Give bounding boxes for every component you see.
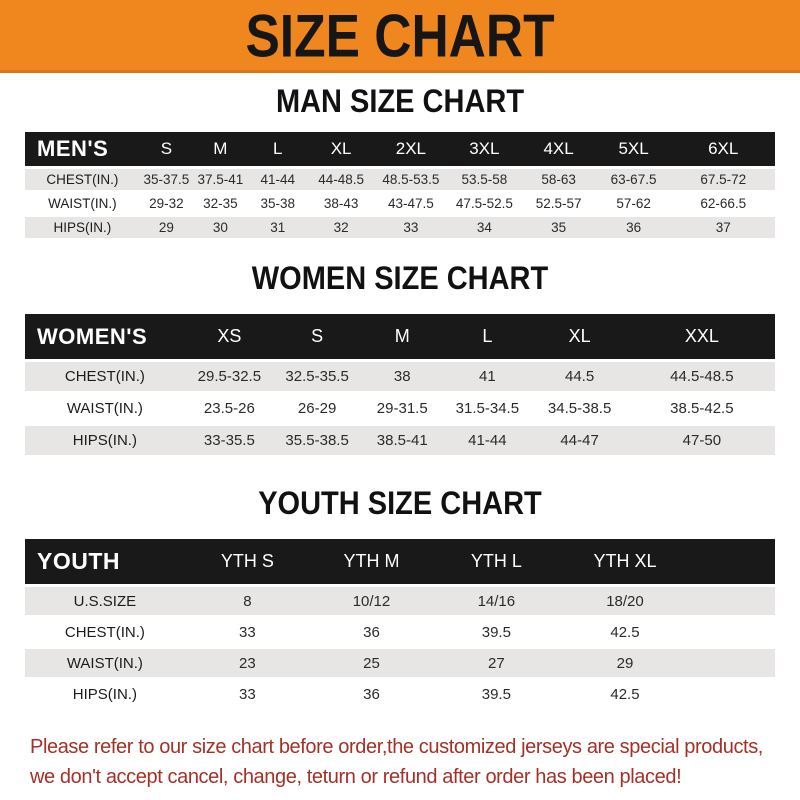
mens-size-table [25,129,775,241]
size-cell: 31.5-34.5 [444,394,530,423]
size-cell: 44.5 [530,362,628,391]
size-cell: 67.5-72 [671,169,775,190]
size-cell: 30 [193,217,248,238]
column-header: YTH S [185,539,310,584]
column-header: XL [530,314,628,359]
youth-table-label: YOUTH [25,539,185,584]
womens-waist-row [25,394,775,423]
size-cell: 29.5-32.5 [185,362,274,391]
size-cell: 48.5-53.5 [374,169,447,190]
size-cell: 23 [185,649,310,677]
size-cell: 34 [447,217,521,238]
size-cell: 36 [310,618,433,646]
size-cell: 14/16 [433,587,560,615]
column-header: S [140,132,193,166]
youth-ussize-row [25,587,775,615]
size-cell: 58-63 [521,169,595,190]
row-label: CHEST(IN.) [25,362,185,391]
size-cell: 52.5-57 [521,193,595,214]
size-cell: 42.5 [560,618,691,646]
column-header: YTH L [433,539,560,584]
cell-filler [690,618,775,646]
size-cell: 39.5 [433,680,560,708]
size-cell: 44.5-48.5 [629,362,775,391]
size-cell: 47-50 [629,426,775,455]
size-cell: 33-35.5 [185,426,274,455]
size-cell: 23.5-26 [185,394,274,423]
column-header: L [248,132,308,166]
row-label: HIPS(IN.) [25,426,185,455]
row-label: CHEST(IN.) [25,618,185,646]
mens-waist-row [25,193,775,214]
size-cell: 41-44 [444,426,530,455]
size-cell: 29 [560,649,691,677]
size-cell: 33 [185,618,310,646]
womens-chest-row [25,362,775,391]
row-label: HIPS(IN.) [25,680,185,708]
size-cell: 63-67.5 [596,169,672,190]
womens-table-label: WOMEN'S [25,314,185,359]
size-cell: 37.5-41 [193,169,248,190]
row-label: U.S.SIZE [25,587,185,615]
row-label: CHEST(IN.) [25,169,140,190]
youth-header-row [25,539,775,584]
column-header: S [274,314,360,359]
size-cell: 38.5-41 [360,426,444,455]
header-filler [690,539,775,584]
size-cell: 29-31.5 [360,394,444,423]
size-cell: 35-37.5 [140,169,193,190]
size-cell: 47.5-52.5 [447,193,521,214]
size-cell: 35 [521,217,595,238]
size-cell: 37 [671,217,775,238]
row-label: WAIST(IN.) [25,394,185,423]
youth-waist-row [25,649,775,677]
size-cell: 27 [433,649,560,677]
size-cell: 32-35 [193,193,248,214]
column-header: XS [185,314,274,359]
column-header: 6XL [671,132,775,166]
size-cell: 38.5-42.5 [629,394,775,423]
column-header: 5XL [596,132,672,166]
size-cell: 44-48.5 [308,169,375,190]
column-header: L [444,314,530,359]
youth-size-table [25,536,775,711]
size-chart-banner [0,0,800,73]
size-cell: 35.5-38.5 [274,426,360,455]
women-section-heading: WOMEN SIZE CHART [251,261,549,297]
size-cell: 31 [248,217,308,238]
size-cell: 57-62 [596,193,672,214]
youth-chest-row [25,618,775,646]
mens-table-label: MEN'S [25,132,140,166]
mens-header-row [25,132,775,166]
womens-header-row [25,314,775,359]
disclaimer-line-2: we don't accept cancel, change, teturn or refund after order has been placed! [30,766,682,788]
size-cell: 8 [185,587,310,615]
size-cell: 25 [310,649,433,677]
column-header: XL [308,132,375,166]
size-cell: 44-47 [530,426,628,455]
size-cell: 34.5-38.5 [530,394,628,423]
column-header: 3XL [447,132,521,166]
size-cell: 10/12 [310,587,433,615]
cell-filler [690,587,775,615]
size-cell: 38-43 [308,193,375,214]
row-label: HIPS(IN.) [25,217,140,238]
size-cell: 29-32 [140,193,193,214]
column-header: 2XL [374,132,447,166]
womens-size-table [25,311,775,458]
column-header: M [193,132,248,166]
size-cell: 41-44 [248,169,308,190]
size-cell: 36 [310,680,433,708]
disclaimer-note [30,732,772,792]
size-cell: 18/20 [560,587,691,615]
size-cell: 41 [444,362,530,391]
size-cell: 38 [360,362,444,391]
column-header: XXL [629,314,775,359]
column-header: YTH XL [560,539,691,584]
size-cell: 39.5 [433,618,560,646]
banner-title: SIZE CHART [245,0,555,70]
size-cell: 42.5 [560,680,691,708]
size-cell: 33 [185,680,310,708]
size-cell: 43-47.5 [374,193,447,214]
column-header: M [360,314,444,359]
mens-chest-row [25,169,775,190]
size-cell: 29 [140,217,193,238]
size-cell: 36 [596,217,672,238]
column-header: 4XL [521,132,595,166]
cell-filler [690,680,775,708]
row-label: WAIST(IN.) [25,649,185,677]
size-cell: 33 [374,217,447,238]
man-section-heading: MAN SIZE CHART [275,84,525,120]
womens-hips-row [25,426,775,455]
column-header: YTH M [310,539,433,584]
row-label: WAIST(IN.) [25,193,140,214]
size-cell: 32 [308,217,375,238]
size-cell: 32.5-35.5 [274,362,360,391]
size-cell: 35-38 [248,193,308,214]
mens-hips-row [25,217,775,238]
cell-filler [690,649,775,677]
disclaimer-line-1: Please refer to our size chart before order,the customized jerseys are special products, [30,736,763,758]
youth-section-heading: YOUTH SIZE CHART [258,486,542,522]
size-cell: 62-66.5 [671,193,775,214]
size-cell: 53.5-58 [447,169,521,190]
youth-hips-row [25,680,775,708]
size-cell: 26-29 [274,394,360,423]
